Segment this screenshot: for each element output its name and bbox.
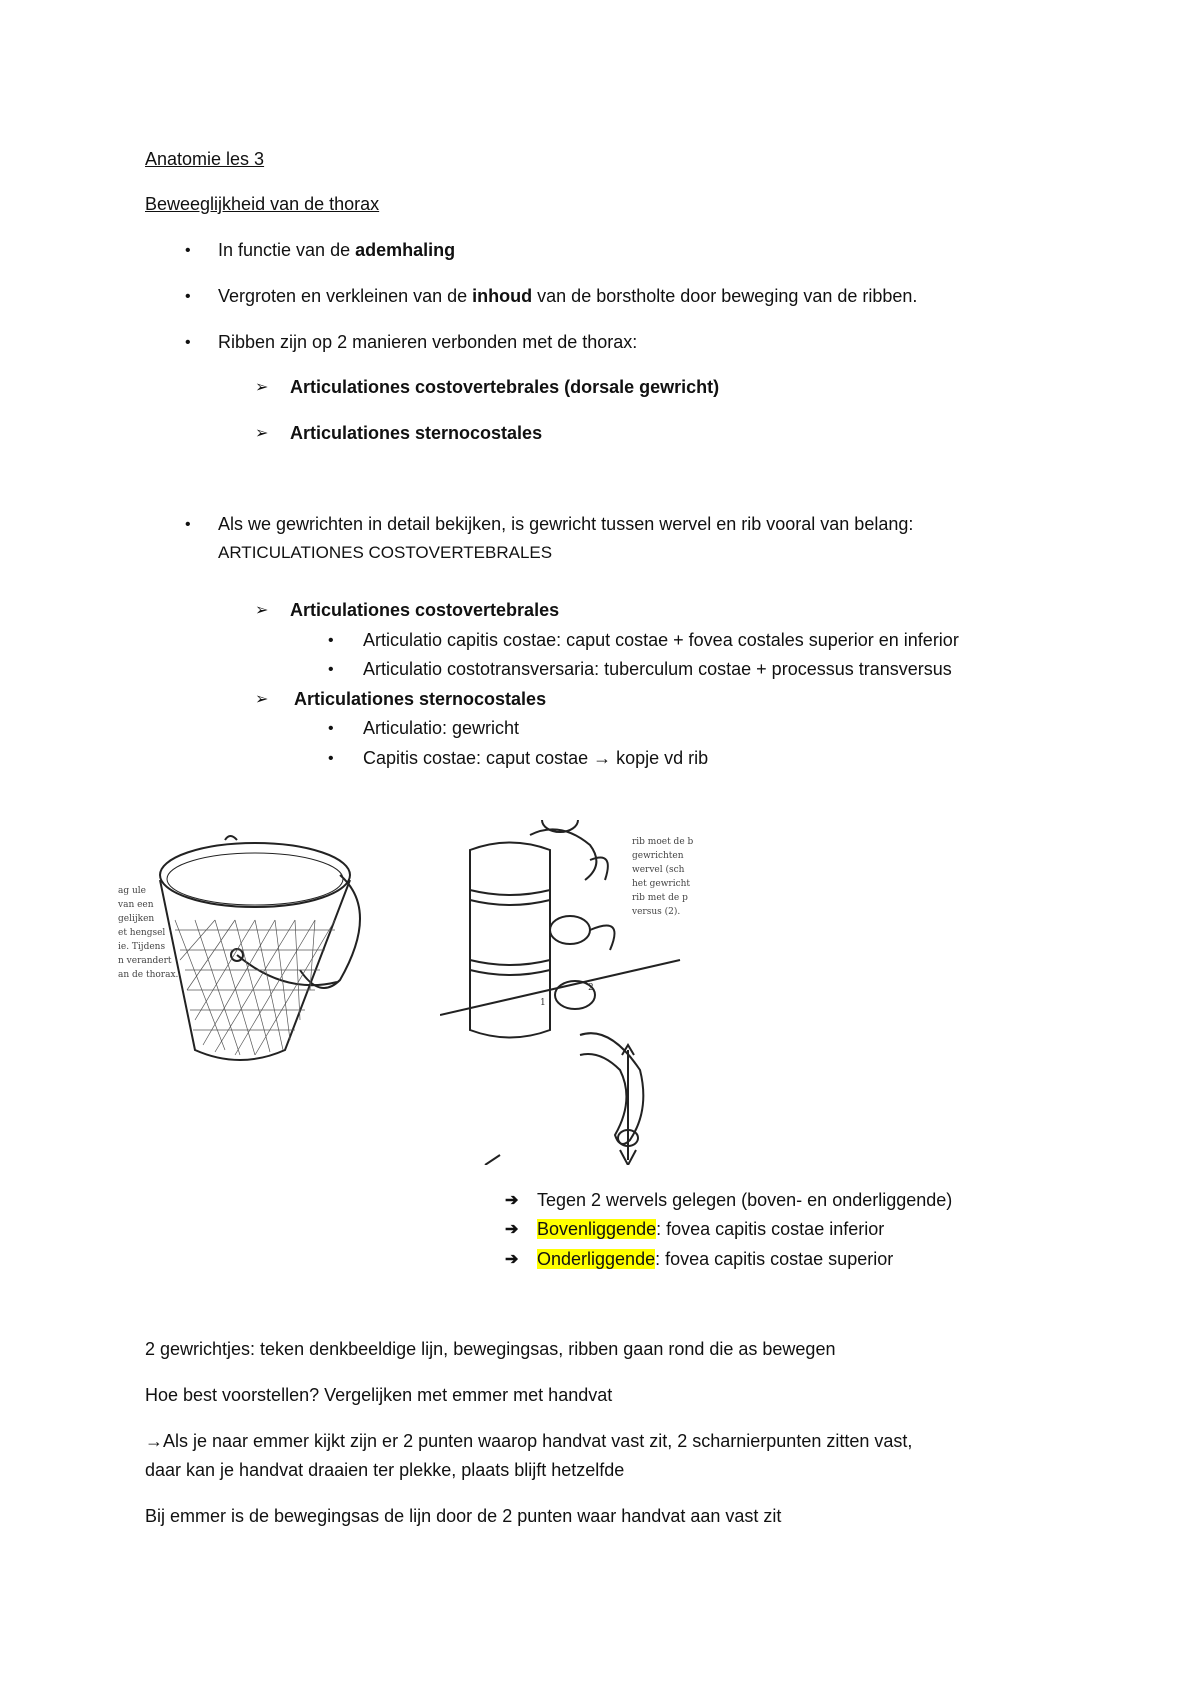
sub-arrow-1: Articulationes costovertebrales (dorsale gewricht) — [290, 377, 720, 397]
svg-text:1: 1 — [540, 998, 546, 1008]
arrow-bullet-icon: ➢ — [255, 425, 269, 442]
bullet-4-line2: ARTICULATIONES COSTOVERTEBRALES — [218, 543, 553, 562]
group2-title: Articulationes sternocostales — [294, 689, 547, 709]
bullet-2: Vergroten en verkleinen van de inhoud van de borstholte door beweging van de ribben. — [218, 286, 918, 306]
group1-title: Articulationes costovertebrales — [290, 600, 560, 620]
after-figure-1: Tegen 2 wervels gelegen (boven- en onderliggende) — [537, 1190, 953, 1210]
right-arrow-icon: ➔ — [505, 1192, 519, 1209]
doc-title: Anatomie les 3 — [145, 149, 265, 169]
bullet-marker: • — [328, 632, 334, 649]
sub-arrow-2: Articulationes sternocostales — [290, 423, 543, 443]
group1-item-1: Articulatio capitis costae: caput costae + fovea costales superior en inferior — [363, 630, 959, 650]
paragraph-1: 2 gewrichtjes: teken denkbeeldige lijn, bewegingsas, ribben gaan rond die as bewegen — [145, 1339, 836, 1359]
bullet-1: In functie van de ademhaling — [218, 240, 456, 260]
group1-item-2: Articulatio costotransversaria: tuberculum costae + processus transversus — [363, 659, 952, 679]
arrow-bullet-icon: ➢ — [255, 602, 269, 619]
right-arrow-icon: ➔ — [505, 1221, 519, 1238]
paragraph-3-line1: →Als je naar emmer kijkt zijn er 2 punten waarop handvat vast zit, 2 scharnierpunten zitten vast, — [145, 1431, 913, 1451]
paragraph-2: Hoe best voorstellen? Vergelijken met emmer met handvat — [145, 1385, 613, 1405]
after-figure-3: Onderliggende: fovea capitis costae superior — [537, 1249, 894, 1269]
bullet-marker: • — [328, 661, 334, 678]
svg-text:2: 2 — [588, 983, 594, 993]
bullet-marker: • — [185, 288, 191, 305]
bullet-marker: • — [185, 242, 191, 259]
arrow-bullet-icon: ➢ — [255, 691, 269, 708]
right-arrow-icon: → — [593, 748, 612, 768]
bucket-caption: ag ule van een gelijken et hengsel ie. Tijdens n verandert an de thorax. — [118, 886, 179, 980]
bullet-marker: • — [185, 516, 191, 533]
bullet-marker: • — [328, 750, 334, 767]
doc-subtitle: Beweeglijkheid van de thorax — [145, 194, 380, 214]
vertebrae-caption: rib moet de b gewrichten wervel (sch het gewricht rib met de p versus (2). — [632, 837, 694, 917]
arrow-bullet-icon: ➢ — [255, 379, 269, 396]
highlight-onderliggende: Onderliggende — [537, 1249, 656, 1269]
paragraph-4: Bij emmer is de bewegingsas de lijn door de 2 punten waar handvat aan vast zit — [145, 1506, 782, 1526]
bullet-marker: • — [328, 720, 334, 737]
group2-item-1: Articulatio: gewricht — [363, 718, 520, 738]
highlight-bovenliggende: Bovenliggende — [537, 1219, 657, 1239]
bullet-3: Ribben zijn op 2 manieren verbonden met de thorax: — [218, 332, 638, 352]
after-figure-2: Bovenliggende: fovea capitis costae inferior — [537, 1219, 885, 1239]
right-arrow-icon: ➔ — [505, 1251, 519, 1268]
bullet-4-line1: Als we gewrichten in detail bekijken, is gewricht tussen wervel en rib vooral van belang: — [218, 514, 914, 534]
group2-item-2: Capitis costae: caput costae → kopje vd rib — [363, 748, 709, 768]
right-arrow-icon: → — [145, 1431, 163, 1451]
bullet-marker: • — [185, 334, 191, 351]
paragraph-3-line2: daar kan je handvat draaien ter plekke, plaats blijft hetzelfde — [145, 1460, 625, 1480]
